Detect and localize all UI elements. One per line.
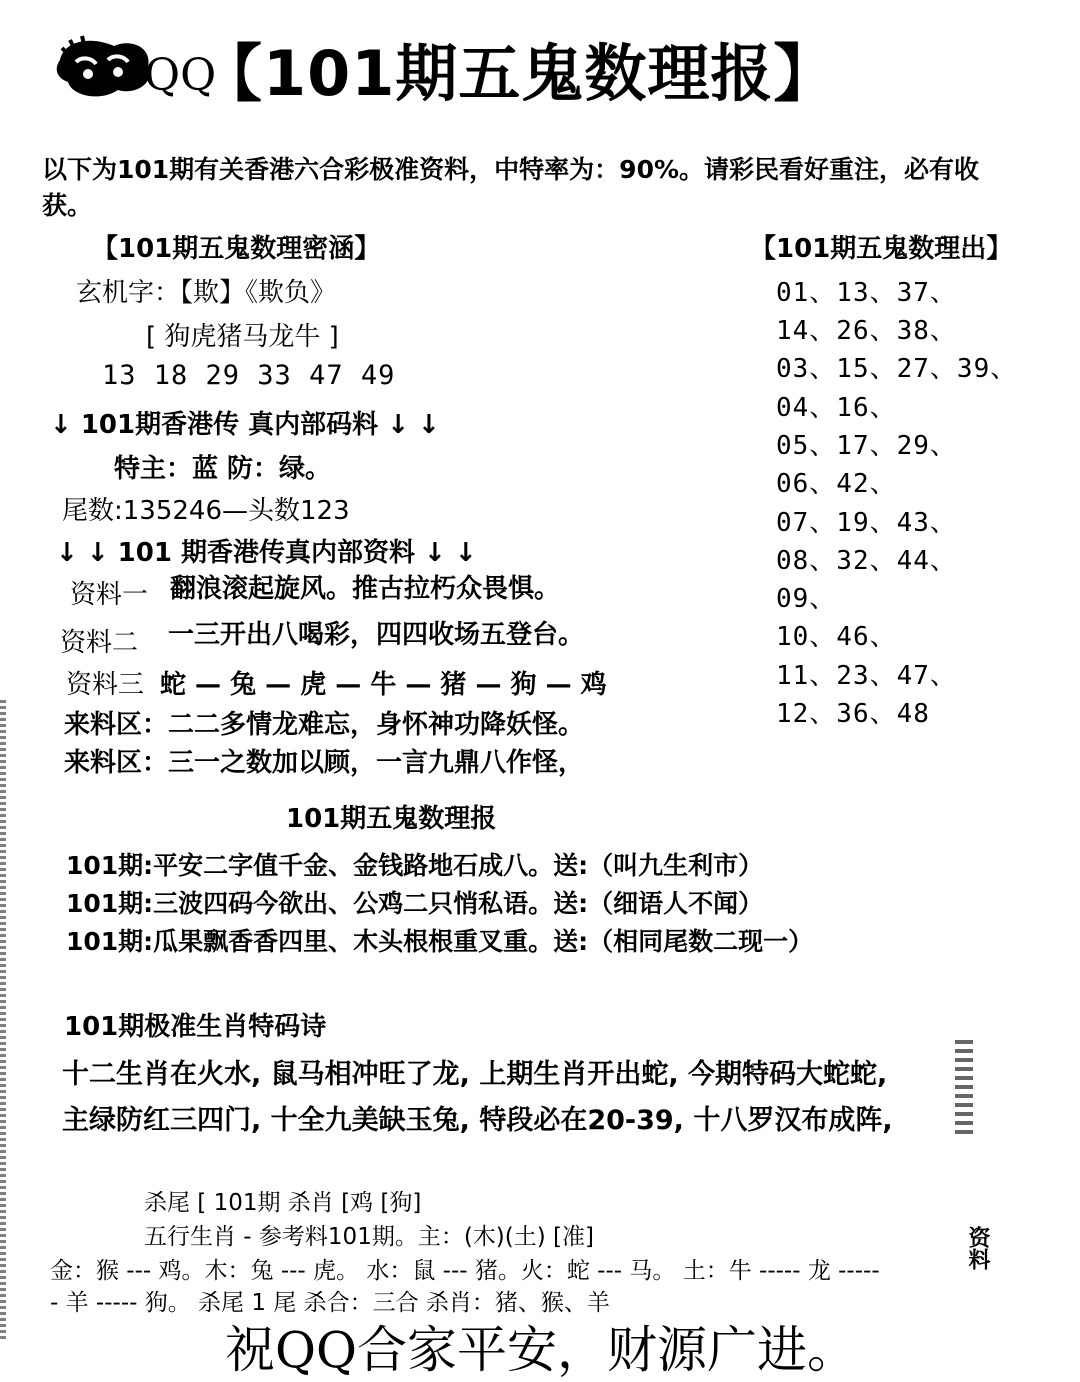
- ziliao-2-text: 一三开出八喝彩，四四收场五登台。: [168, 620, 585, 650]
- tezhu-line: 特主：蓝 防：绿。: [114, 454, 332, 484]
- elements-line-1: 金：猴 --- 鸡。木：兔 --- 虎。 水：鼠 --- 猪。火：蛇 --- 马。 土：牛 ----- 龙 -----: [50, 1258, 880, 1284]
- number-row-3: 03、15、27、39、: [776, 354, 1018, 384]
- stamp-mark: [955, 1040, 973, 1135]
- middle-line-1: 101期:平安二字值千金、金钱路地石成八。送:（叫九生利市）: [66, 851, 764, 880]
- poem-line-2: 主绿防红三四门, 十全九美缺玉兔, 特段必在20-39, 十八罗汉布成阵,: [62, 1105, 893, 1136]
- number-row-10: 10、46、: [776, 622, 897, 652]
- poem-line-1: 十二生肖在火水, 鼠马相冲旺了龙, 上期生肖开出蛇, 今期特码大蛇蛇,: [62, 1059, 888, 1090]
- ziliao-3-label: 资料三: [66, 670, 145, 700]
- hk-heading-1: ↓ 101期香港传 真内部码料 ↓ ↓: [50, 410, 440, 440]
- section-title-mihan: 【101期五鬼数理密涵】: [92, 234, 381, 264]
- lailiao-line-2: 来料区：三一之数加以顾，一言九鼎八作怪，: [64, 748, 585, 778]
- ziliao-1-text: 翻浪滚起旋风。推古拉朽众畏惧。: [170, 574, 561, 604]
- hk-heading-2: ↓ ↓ 101 期香港传真内部资料 ↓ ↓: [56, 538, 477, 568]
- ziliao-1-label: 资料一: [70, 580, 149, 610]
- number-row-4: 04、16、: [776, 393, 897, 423]
- zodiac-line: [ 狗虎猪马龙牛 ]: [146, 322, 339, 352]
- xuanji-line: 玄机字：【欺】《欺负》: [76, 278, 337, 308]
- number-row-1: 01、13、37、: [776, 278, 957, 308]
- scan-edge: [0, 700, 6, 1340]
- logo-text: QQ: [144, 50, 217, 101]
- section-title-chu: 【101期五鬼数理出】: [750, 234, 1013, 264]
- number-row-12: 12、36、48: [776, 699, 930, 729]
- poem-title: 101期极准生肖特码诗: [64, 1012, 327, 1042]
- number-row-6: 06、42、: [776, 469, 897, 499]
- elements-line-2: - 羊 ----- 狗。 杀尾 1 尾 杀合：三合 杀肖：猪、猴、羊: [50, 1290, 610, 1316]
- number-row-8: 08、32、44、: [776, 546, 957, 576]
- lailiao-line-1: 来料区：二二多情龙难忘，身怀神功降妖怪。: [64, 710, 585, 740]
- number-row-2: 14、26、38、: [776, 316, 957, 346]
- ziliao-3-text: 蛇 — 兔 — 虎 — 牛 — 猪 — 狗 — 鸡: [160, 670, 607, 700]
- page-title: 【101期五鬼数理报】: [200, 37, 837, 110]
- farewell-line: 祝QQ合家平安，财源广进。: [225, 1321, 857, 1379]
- number-row-7: 07、19、43、: [776, 508, 957, 538]
- numbers-line: 13 18 29 33 47 49: [102, 360, 396, 391]
- kill-line: 杀尾 [ 101期 杀肖 [鸡 [狗]: [144, 1190, 422, 1216]
- intro-line-2: 获。: [42, 191, 93, 220]
- middle-line-2: 101期:三波四码今欲出、公鸡二只悄私语。送:（细语人不闻）: [66, 889, 764, 918]
- ziliao-2-label: 资料二: [60, 628, 139, 658]
- intro-line-1: 以下为101期有关香港六合彩极准资料，中特率为：90%。请彩民看好重注，必有收: [42, 155, 980, 184]
- number-row-9: 09、: [776, 584, 837, 614]
- middle-line-3: 101期:瓜果飘香香四里、木头根根重叉重。送:（相同尾数二现一）: [66, 927, 814, 956]
- weishu-line: 尾数:135246—头数123: [62, 496, 350, 526]
- stamp-text: 资料: [965, 1226, 990, 1270]
- number-row-11: 11、23、47、: [776, 661, 957, 691]
- middle-title: 101期五鬼数理报: [286, 804, 497, 834]
- logo: [52, 30, 217, 110]
- number-row-5: 05、17、29、: [776, 431, 957, 461]
- wuxing-line: 五行生肖 - 参考料101期。主：(木)(土) [准]: [144, 1224, 594, 1250]
